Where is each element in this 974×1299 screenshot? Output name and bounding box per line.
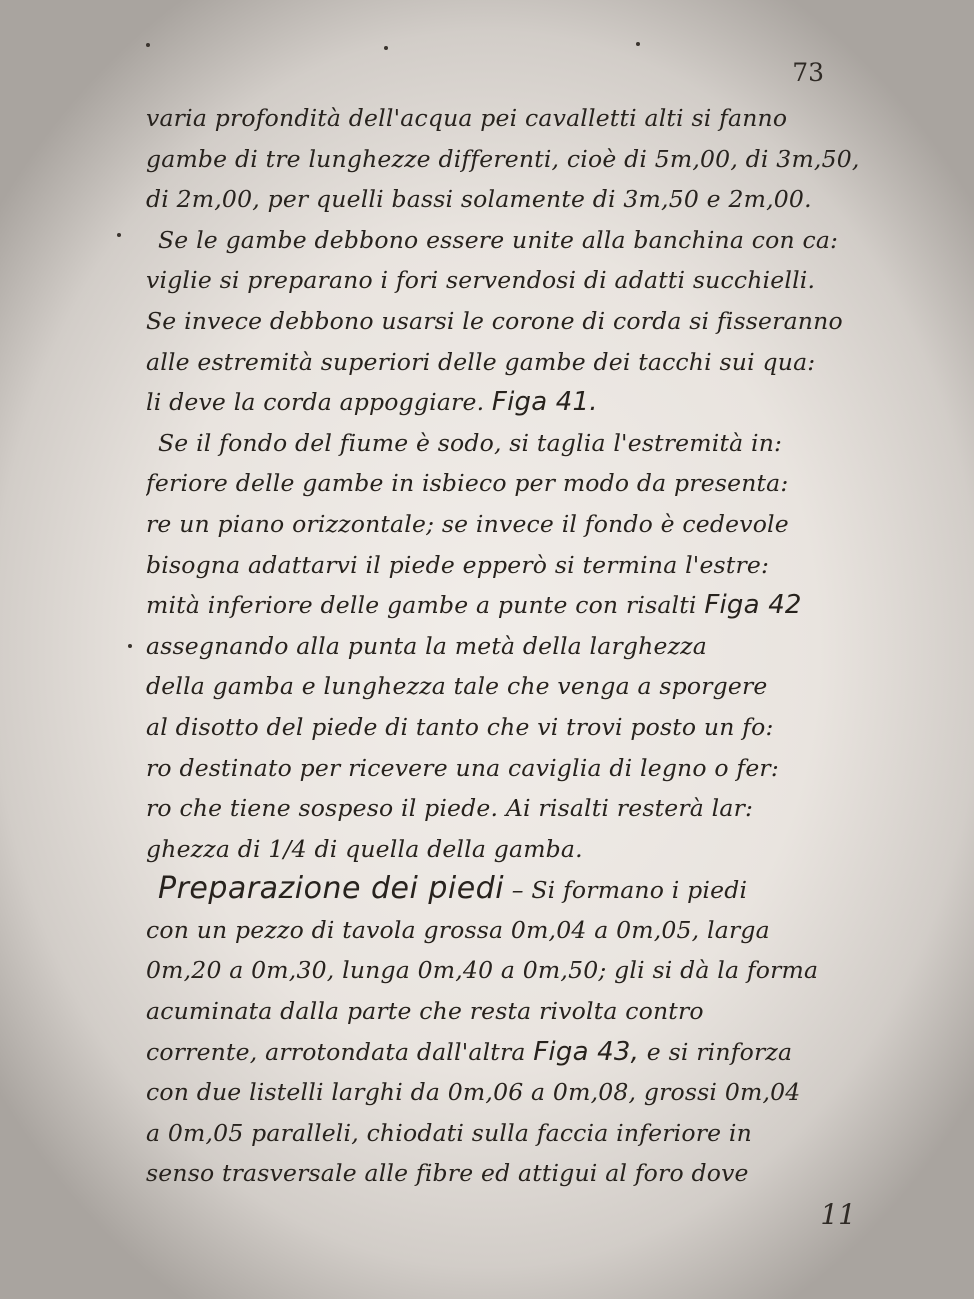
text-line <box>146 342 866 383</box>
text-line <box>146 1113 866 1154</box>
figure-reference: Figa 42 <box>704 590 802 621</box>
text-line <box>146 829 866 870</box>
line-text: – Si formano i piedi <box>511 876 748 905</box>
line-text: Se il fondo del fiume è sodo, si taglia l'estremità in: <box>158 428 783 457</box>
line-text: li deve la corda appoggiare. <box>146 388 485 417</box>
line-text: 0m,20 a 0m,30, lunga 0m,40 a 0m,50; gli si dà la forma <box>146 956 819 985</box>
line-text: Se invece debbono usarsi le corone di corda si fisseranno <box>146 306 843 335</box>
figure-reference: Figa 43, <box>533 1036 640 1067</box>
text-line <box>146 98 866 139</box>
section-title: Preparazione dei piedi <box>158 871 505 907</box>
text-line <box>146 179 866 220</box>
line-text: mità inferiore delle gambe a punte con risalti <box>146 591 697 620</box>
ink-speck <box>636 42 640 46</box>
line-text: feriore delle gambe in isbieco per modo da presenta: <box>146 469 789 498</box>
line-text: al disotto del piede di tanto che vi trovi posto un fo: <box>146 712 774 741</box>
ink-speck <box>128 644 132 648</box>
text-line <box>146 382 866 423</box>
line-text: a 0m,05 paralleli, chiodati sulla faccia inferiore in <box>146 1118 752 1147</box>
line-text: viglie si preparano i fori servendosi di adatti succhielli. <box>146 266 816 295</box>
line-text: di 2m,00, per quelli bassi solamente di 3m,50 e 2m,00. <box>146 185 812 214</box>
line-text: senso trasversale alle fibre ed attigui al foro dove <box>146 1159 749 1188</box>
line-text: ro destinato per ricevere una caviglia di legno o fer: <box>146 753 779 782</box>
text-line <box>146 991 866 1032</box>
text-line <box>146 139 866 180</box>
sheet-number: 11 <box>820 1198 856 1231</box>
line-text: ghezza di 1/4 di quella della gamba. <box>146 834 583 863</box>
text-line <box>146 504 866 545</box>
text-line <box>146 950 866 991</box>
text-line <box>146 1032 866 1073</box>
text-line <box>146 423 866 464</box>
text-line <box>146 220 866 261</box>
text-line <box>146 748 866 789</box>
line-text: con un pezzo di tavola grossa 0m,04 a 0m,05, larga <box>146 915 770 944</box>
line-text: gambe di tre lunghezze differenti, cioè di 5m,00, di 3m,50, <box>146 144 860 173</box>
line-text: varia profondità dell'acqua pei cavalletti alti si fanno <box>146 104 788 132</box>
line-text: acuminata dalla parte che resta rivolta contro <box>146 997 704 1026</box>
line-text: con due listelli larghi da 0m,06 a 0m,08, grossi 0m,04 <box>146 1078 801 1107</box>
line-text: corrente, arrotondata dall'altra <box>146 1037 526 1066</box>
text-line <box>146 545 866 586</box>
ink-speck <box>146 43 150 47</box>
text-line <box>146 707 866 748</box>
page-number: 73 <box>792 58 824 87</box>
line-text: Se le gambe debbono essere unite alla banchina con ca: <box>158 225 839 254</box>
line-text: ro che tiene sospeso il piede. Ai risalti resterà lar: <box>146 794 754 823</box>
text-line <box>146 1153 866 1194</box>
text-line <box>146 626 866 667</box>
text-line <box>146 260 866 301</box>
ink-speck <box>384 46 388 50</box>
line-text: re un piano orizzontale; se invece il fondo è cedevole <box>146 509 789 538</box>
text-line <box>146 1072 866 1113</box>
line-text: della gamba e lunghezza tale che venga a sporgere <box>146 672 768 701</box>
text-line <box>146 910 866 951</box>
text-line <box>146 585 866 626</box>
line-text: alle estremità superiori delle gambe dei tacchi sui qua: <box>146 347 816 376</box>
figure-reference: Figa 41. <box>491 387 598 418</box>
line-text: bisogna adattarvi il piede epperò si termina l'estre: <box>146 550 770 579</box>
ink-speck <box>117 233 121 237</box>
text-line <box>146 301 866 342</box>
text-line <box>146 666 866 707</box>
text-line <box>146 463 866 504</box>
section-heading-line <box>146 869 866 910</box>
text-line <box>146 788 866 829</box>
line-text: assegnando alla punta la metà della larghezza <box>146 631 707 660</box>
handwritten-text-block <box>146 98 866 1194</box>
line-text-continued: e si rinforza <box>646 1037 793 1066</box>
